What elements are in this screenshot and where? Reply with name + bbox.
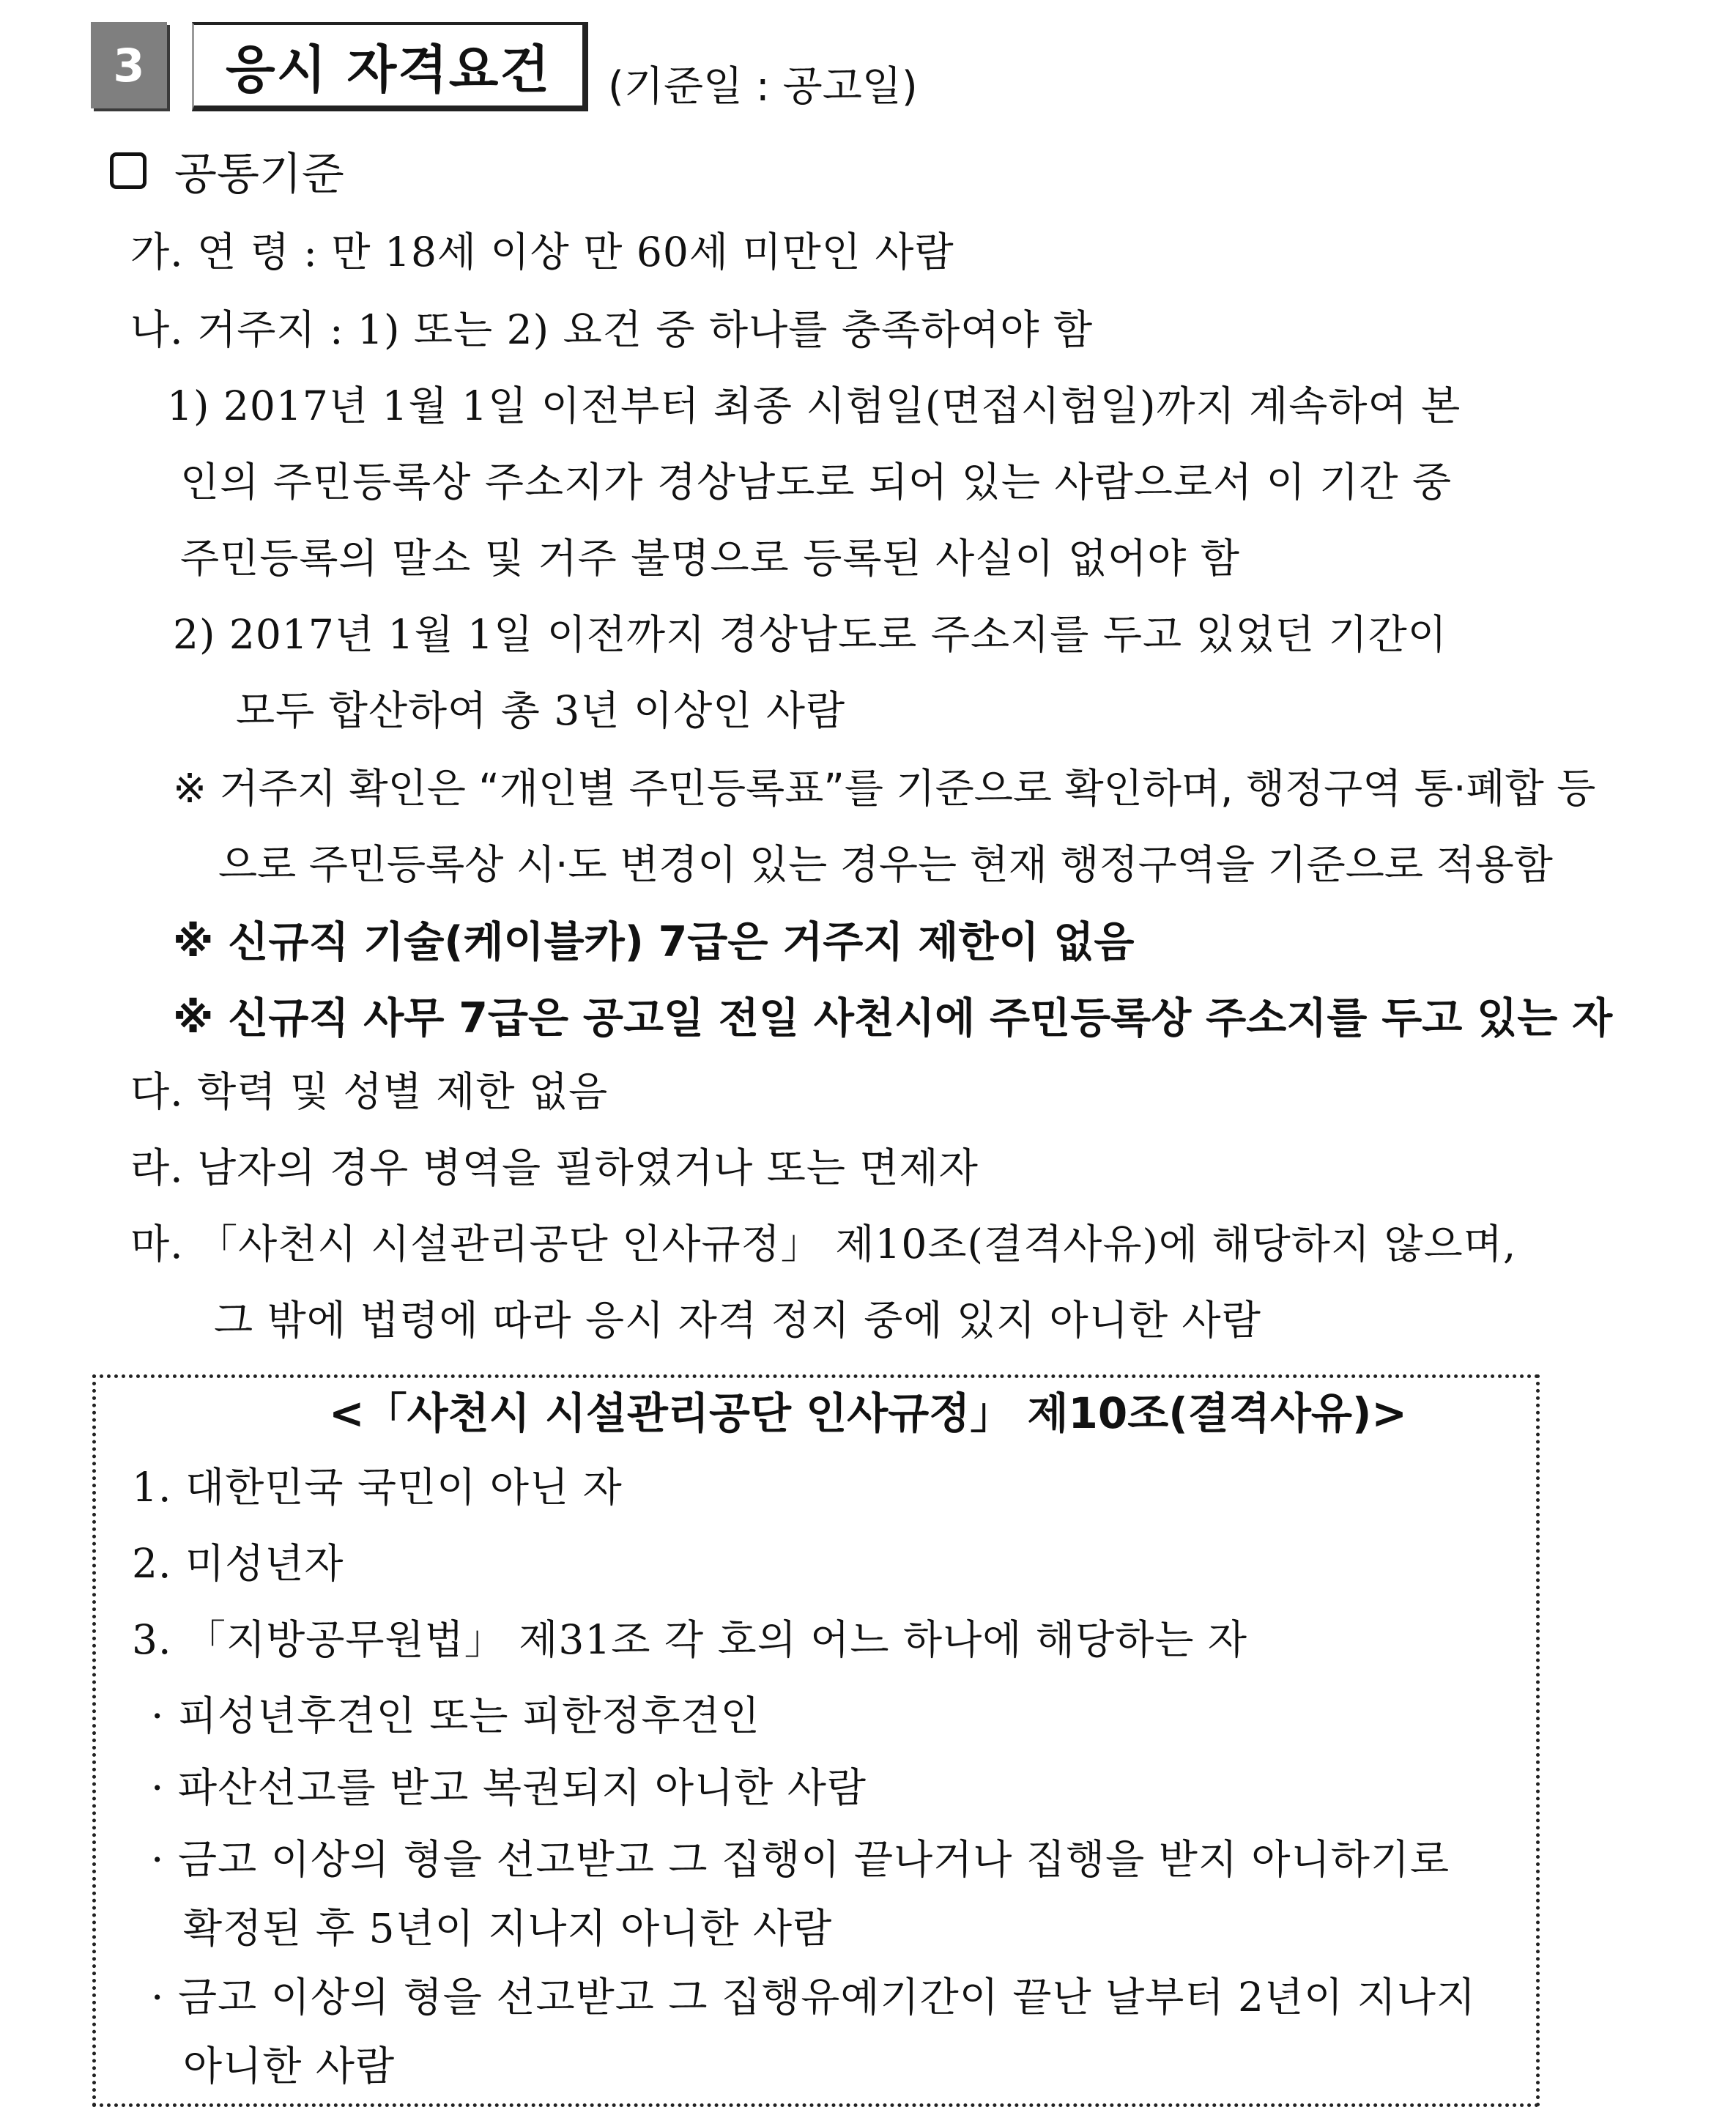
common-criteria-heading (110, 139, 344, 202)
residence-rule-1-line3: 주민등록의 말소 및 거주 불명으로 등록된 사실이 없어야 함 (180, 535, 1240, 582)
office-note: ※ 신규직 사무 7급은 공고일 전일 사천시에 주민등록상 주소지를 두고 있는 자 (173, 994, 1613, 1043)
residence-rule-2-line1: 2) 2017년 1월 1일 이전까지 경상남도로 주소지를 두고 있었던 기간이 (173, 611, 1447, 658)
residence-note-line1: ※ 거주지 확인은 “개인별 주민등록표”를 기준으로 확인하며, 행정구역 통·폐합 등 (173, 765, 1596, 812)
disqualification-item-1: 1. 대한민국 국민이 아닌 자 (132, 1464, 623, 1511)
disqualification-item-2: 2. 미성년자 (132, 1540, 344, 1587)
criterion-disqualification-line1: 마. 「사천시 시설관리공단 인사규정」 제10조(결격사유)에 해당하지 않으며, (130, 1221, 1517, 1267)
residence-note-line2: 으로 주민등록상 시·도 변경이 있는 경우는 현재 행정구역을 기준으로 적용함 (218, 841, 1553, 888)
criterion-disqualification-line2: 그 밖에 법령에 따라 응시 자격 정지 중에 있지 아니한 사람 (214, 1297, 1261, 1344)
residence-rule-1-line1: 1) 2017년 1월 1일 이전부터 최종 시험일(면접시험일)까지 계속하여 본 (167, 382, 1461, 429)
disqualification-bullet-4-line2: 아니한 사람 (183, 2043, 396, 2089)
section-number-badge: 3 (91, 22, 167, 108)
criterion-education: 다. 학력 및 성별 제한 없음 (130, 1068, 609, 1115)
disqualification-bullet-3-line2: 확정된 후 5년이 지나지 아니한 사람 (183, 1905, 833, 1952)
disqualification-bullet-1: · 피성년후견인 또는 피한정후견인 (151, 1692, 760, 1739)
residence-rule-1-line2: 인의 주민등록상 주소지가 경상남도로 되어 있는 사람으로서 이 기간 중 (180, 459, 1453, 506)
common-criteria-label: 공통기준 (174, 149, 344, 200)
disqualification-bullet-3-line1: · 금고 이상의 형을 선고받고 그 집행이 끝나거나 집행을 받지 아니하기로 (151, 1836, 1450, 1883)
disqualification-item-3: 3. 「지방공무원법」 제31조 각 호의 어느 하나에 해당하는 자 (132, 1616, 1248, 1663)
criterion-military: 라. 남자의 경우 병역을 필하였거나 또는 면제자 (130, 1144, 979, 1191)
criterion-age: 가. 연 령 : 만 18세 이상 만 60세 미만인 사람 (130, 229, 954, 275)
disqualification-box-title: <「사천시 시설관리공단 인사규정」 제10조(결격사유)> (328, 1388, 1408, 1438)
section-subtitle: (기준일 : 공고일) (608, 63, 918, 111)
cablecar-note: ※ 신규직 기술(케이블카) 7급은 거주지 제한이 없음 (173, 918, 1135, 966)
disqualification-bullet-4-line1: · 금고 이상의 형을 선고받고 그 집행유예기간이 끝난 날부터 2년이 지나지 (151, 1974, 1477, 2021)
residence-rule-2-line2: 모두 합산하여 총 3년 이상인 사람 (236, 687, 846, 734)
criterion-residence: 나. 거주지 : 1) 또는 2) 요건 중 하나를 충족하여야 함 (130, 306, 1094, 353)
checkbox-square-icon (110, 152, 146, 189)
disqualification-bullet-2: · 파산선고를 받고 복권되지 아니한 사람 (151, 1764, 867, 1811)
section-title: 응시 자격요건 (192, 22, 588, 111)
